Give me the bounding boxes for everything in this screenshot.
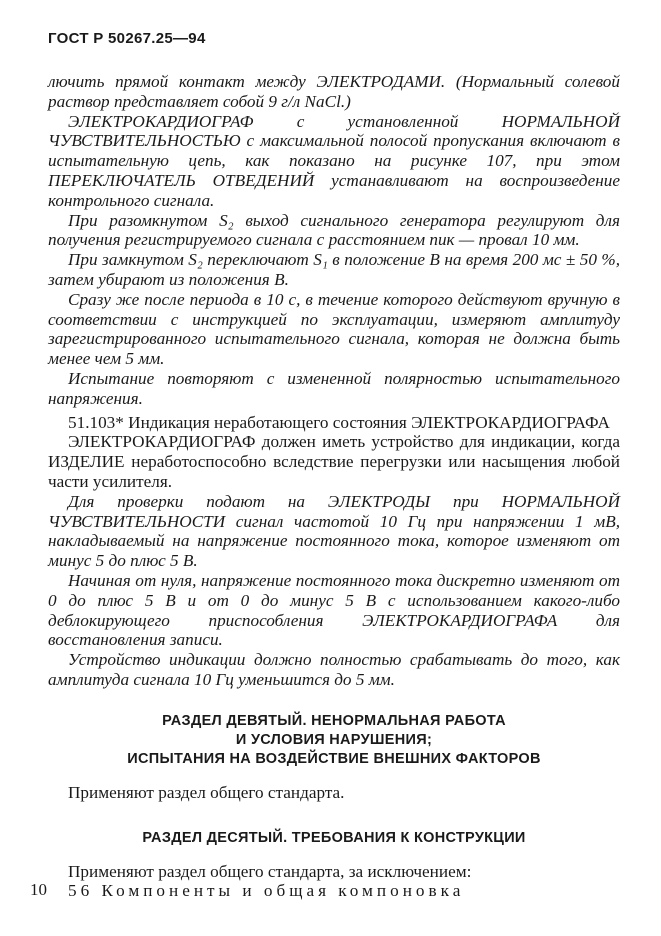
page-number: 10 [30,880,47,899]
paragraph-s2-open: При разомкнутом S₂ выход сигнального генератора регулируют для получения регистрируемого сигнала с расстоянием пик — провал 10 мм. [48,210,620,250]
paragraph-measurement: Сразу же после периода в 10 с, в течение которого действуют вручную в соответствии с инструкцией по эксплуатации, измеряют амплитуду зарегистрированного испытательного сигнала, которая не должна быть менее чем 5 мм. [48,289,620,369]
document-header: ГОСТ Р 50267.25—94 [48,30,206,47]
section-nine-title-line-1: РАЗДЕЛ ДЕВЯТЫЙ. НЕНОРМАЛЬНАЯ РАБОТА [162,712,506,729]
paragraph-repeat-test: Испытание повторяют с измененной полярностью испытательного напряжения. [48,368,620,408]
paragraph-s2-closed: При замкнутом S₂ переключают S₁ в положение B на время 200 мс ± 50 %, затем убирают из положения B. [48,250,620,289]
document-body [48,72,620,901]
section-nine-title-line-3: ИСПЫТАНИЯ НА ВОЗДЕЙСТВИЕ ВНЕШНИХ ФАКТОРОВ [127,750,541,767]
paragraph-dc-steps: Начиная от нуля, напряжение постоянного тока дискретно изменяют от 0 до плюс 5 В и от 0 до минус 5 В с использованием какого-либо деблокирующего приспособления ЭЛЕКТРОКАРДИОГРАФА для восстановления записи. [48,570,620,650]
section-ten-item-56: 56 Компоненты и общая компоновка [68,881,465,901]
paragraph-check-method: Для проверки подают на ЭЛЕКТРОДЫ при НОРМАЛЬНОЙ ЧУВСТВИТЕЛЬНОСТИ сигнал частотой 10 Гц при напряжении 1 мВ, накладываемый на напряжение постоянного тока, которое изменяют от минус 5 до плюс 5 В. [48,491,620,571]
paragraph-requirement: ЭЛЕКТРОКАРДИОГРАФ должен иметь устройство для индикации, когда ИЗДЕЛИЕ неработоспособно вследствие перегрузки или насыщения любой части усилителя. [48,432,620,491]
paragraph-continuation: лючить прямой контакт между ЭЛЕКТРОДАМИ. (Нормальный солевой раствор представляет собой 9 г/л NaCl.) [48,72,620,111]
section-nine-title-line-2: И УСЛОВИЯ НАРУШЕНИЯ; [235,731,433,748]
paragraph-test-setup: ЭЛЕКТРОКАРДИОГРАФ с установленной НОРМАЛЬНОЙ ЧУВСТВИТЕЛЬНОСТЬЮ с максимальной полосой пропускания включают в испытательную цепь, как показано на рисунке 107, при этом ПЕРЕКЛЮЧАТЕЛЬ ОТВЕДЕНИЙ устанавливают на воспроизведение контрольного сигнала. [48,111,620,210]
paragraph-indicator-response: Устройство индикации должно полностью срабатывать до того, как амплитуда сигнала 10 Гц уменьшится до 5 мм. [48,650,620,689]
section-ten-title: РАЗДЕЛ ДЕСЯТЫЙ. ТРЕБОВАНИЯ К КОНСТРУКЦИИ [142,829,526,846]
section-nine-text: Применяют раздел общего стандарта. [68,782,345,802]
section-nine [48,712,620,803]
section-ten-text: Применяют раздел общего стандарта, за исключением: [68,861,472,881]
section-ten [48,829,620,902]
clause-heading-51-103: 51.103* Индикация неработающего состояния ЭЛЕКТРОКАРДИОГРАФА [68,412,610,432]
